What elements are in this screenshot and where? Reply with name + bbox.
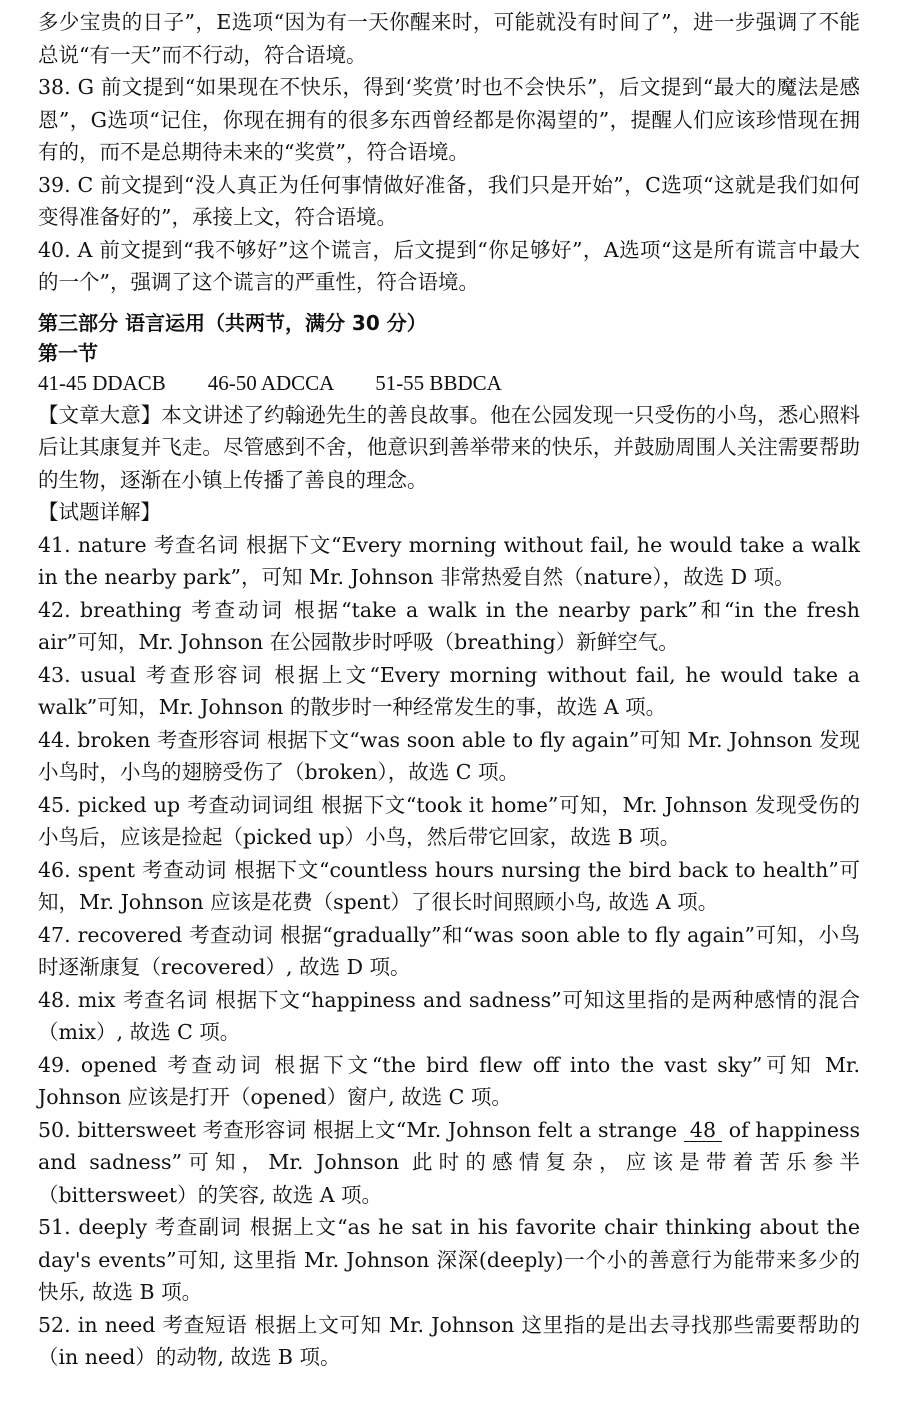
explanation-50-before: 50. bittersweet 考查形容词 根据上文“Mr. Johnson felt a strange [38, 1117, 684, 1142]
details-label: 【试题详解】 [38, 500, 161, 524]
explanation-51: 51. deeply 考查副词 根据上文“as he sat in his favorite chair thinking about the day's events”可知, 这里指 Mr. Johnson 深深(deeply)一个小的善意行为能带来多少的快乐, 故选 B 项。 [38, 1215, 860, 1304]
explanation-48: 48. mix 考查名词 根据下文“happiness and sadness”可知这里指的是两种感情的混合（mix）, 故选 C 项。 [38, 987, 860, 1044]
article-summary: 【文章大意】本文讲述了约翰逊先生的善良故事。他在公园发现一只受伤的小鸟，悉心照料后让其康复并飞走。尽管感到不舍，他意识到善举带来的快乐，并鼓励周围人关注需要帮助的生物，逐渐在小镇上传播了善良的理念。 [38, 402, 860, 492]
explanation-49: 49. opened 考查动词 根据下文“the bird flew off into the vast sky”可知 Mr. Johnson 应该是打开（opened）窗户, 故选 C 项。 [38, 1052, 860, 1109]
subsection-title: 第一节 [38, 340, 98, 365]
answer-key: 41-45 DDACB 46-50 ADCCA 51-55 BBDCA [38, 370, 502, 395]
explanation-37-continued: 多少宝贵的日子”，E选项“因为有一天你醒来时，可能就没有时间了”，进一步强调了不能总说“有一天”而不行动，符合语境。 [38, 10, 860, 67]
explanation-50-after: of happiness and sadness”可知，Mr. Johnson 此时的感情复杂，应该是带着苦乐参半（bittersweet）的笑容, 故选 A 项。 [38, 1117, 860, 1207]
explanation-47: 47. recovered 考查动词 根据“gradually”和“was soon able to fly again”可知，小鸟时逐渐康复（recovered）, 故选 D 项。 [38, 922, 860, 979]
blank-48: 48 [684, 1119, 722, 1142]
explanation-40: 40. A 前文提到“我不够好”这个谎言，后文提到“你足够好”，A选项“这是所有谎言中最大的一个”，强调了这个谎言的严重性，符合语境。 [38, 237, 860, 294]
explanation-41: 41. nature 考查名词 根据下文“Every morning without fail, he would take a walk in the nearby park”，可知 Mr. Johnson 非常热爱自然（nature），故选 D 项。 [38, 532, 860, 589]
explanation-42: 42. breathing 考查动词 根据“take a walk in the nearby park”和“in the fresh air”可知，Mr. Johnson 在公园散步时呼吸（breathing）新鲜空气。 [38, 597, 860, 654]
explanation-38: 38. G 前文提到“如果现在不快乐，得到‘奖赏’时也不会快乐”，后文提到“最大的魔法是感恩”，G选项“记住，你现在拥有的很多东西曾经都是你渴望的”，提醒人们应该珍惜现在拥有的，而不是总期待未来的“奖赏”，符合语境。 [38, 75, 860, 164]
explanation-43: 43. usual 考查形容词 根据上文“Every morning without fail, he would take a walk”可知，Mr. Johnson 的散步时一种经常发生的事，故选 A 项。 [38, 662, 860, 719]
section-title: 第三部分 语言运用（共两节，满分 30 分） [38, 310, 427, 335]
answer-explanation-page [38, 6, 860, 1374]
explanation-44: 44. broken 考查形容词 根据下文“was soon able to fly again”可知 Mr. Johnson 发现小鸟时，小鸟的翅膀受伤了（broken），故选 C 项。 [38, 727, 860, 784]
explanation-46: 46. spent 考查动词 根据下文“countless hours nursing the bird back to health”可知，Mr. Johnson 应该是花费（spent）了很长时间照顾小鸟, 故选 A 项。 [38, 857, 860, 914]
explanation-45: 45. picked up 考查动词词组 根据下文“took it home”可知，Mr. Johnson 发现受伤的小鸟后，应该是捡起（picked up）小鸟，然后带它回家，故选 B 项。 [38, 792, 860, 849]
explanation-50 [38, 1114, 860, 1212]
explanation-39: 39. C 前文提到“没人真正为任何事情做好准备，我们只是开始”，C选项“这就是我们如何变得准备好的”，承接上文，符合语境。 [38, 172, 860, 229]
explanation-52: 52. in need 考查短语 根据上文可知 Mr. Johnson 这里指的是出去寻找那些需要帮助的（in need）的动物, 故选 B 项。 [38, 1312, 860, 1369]
